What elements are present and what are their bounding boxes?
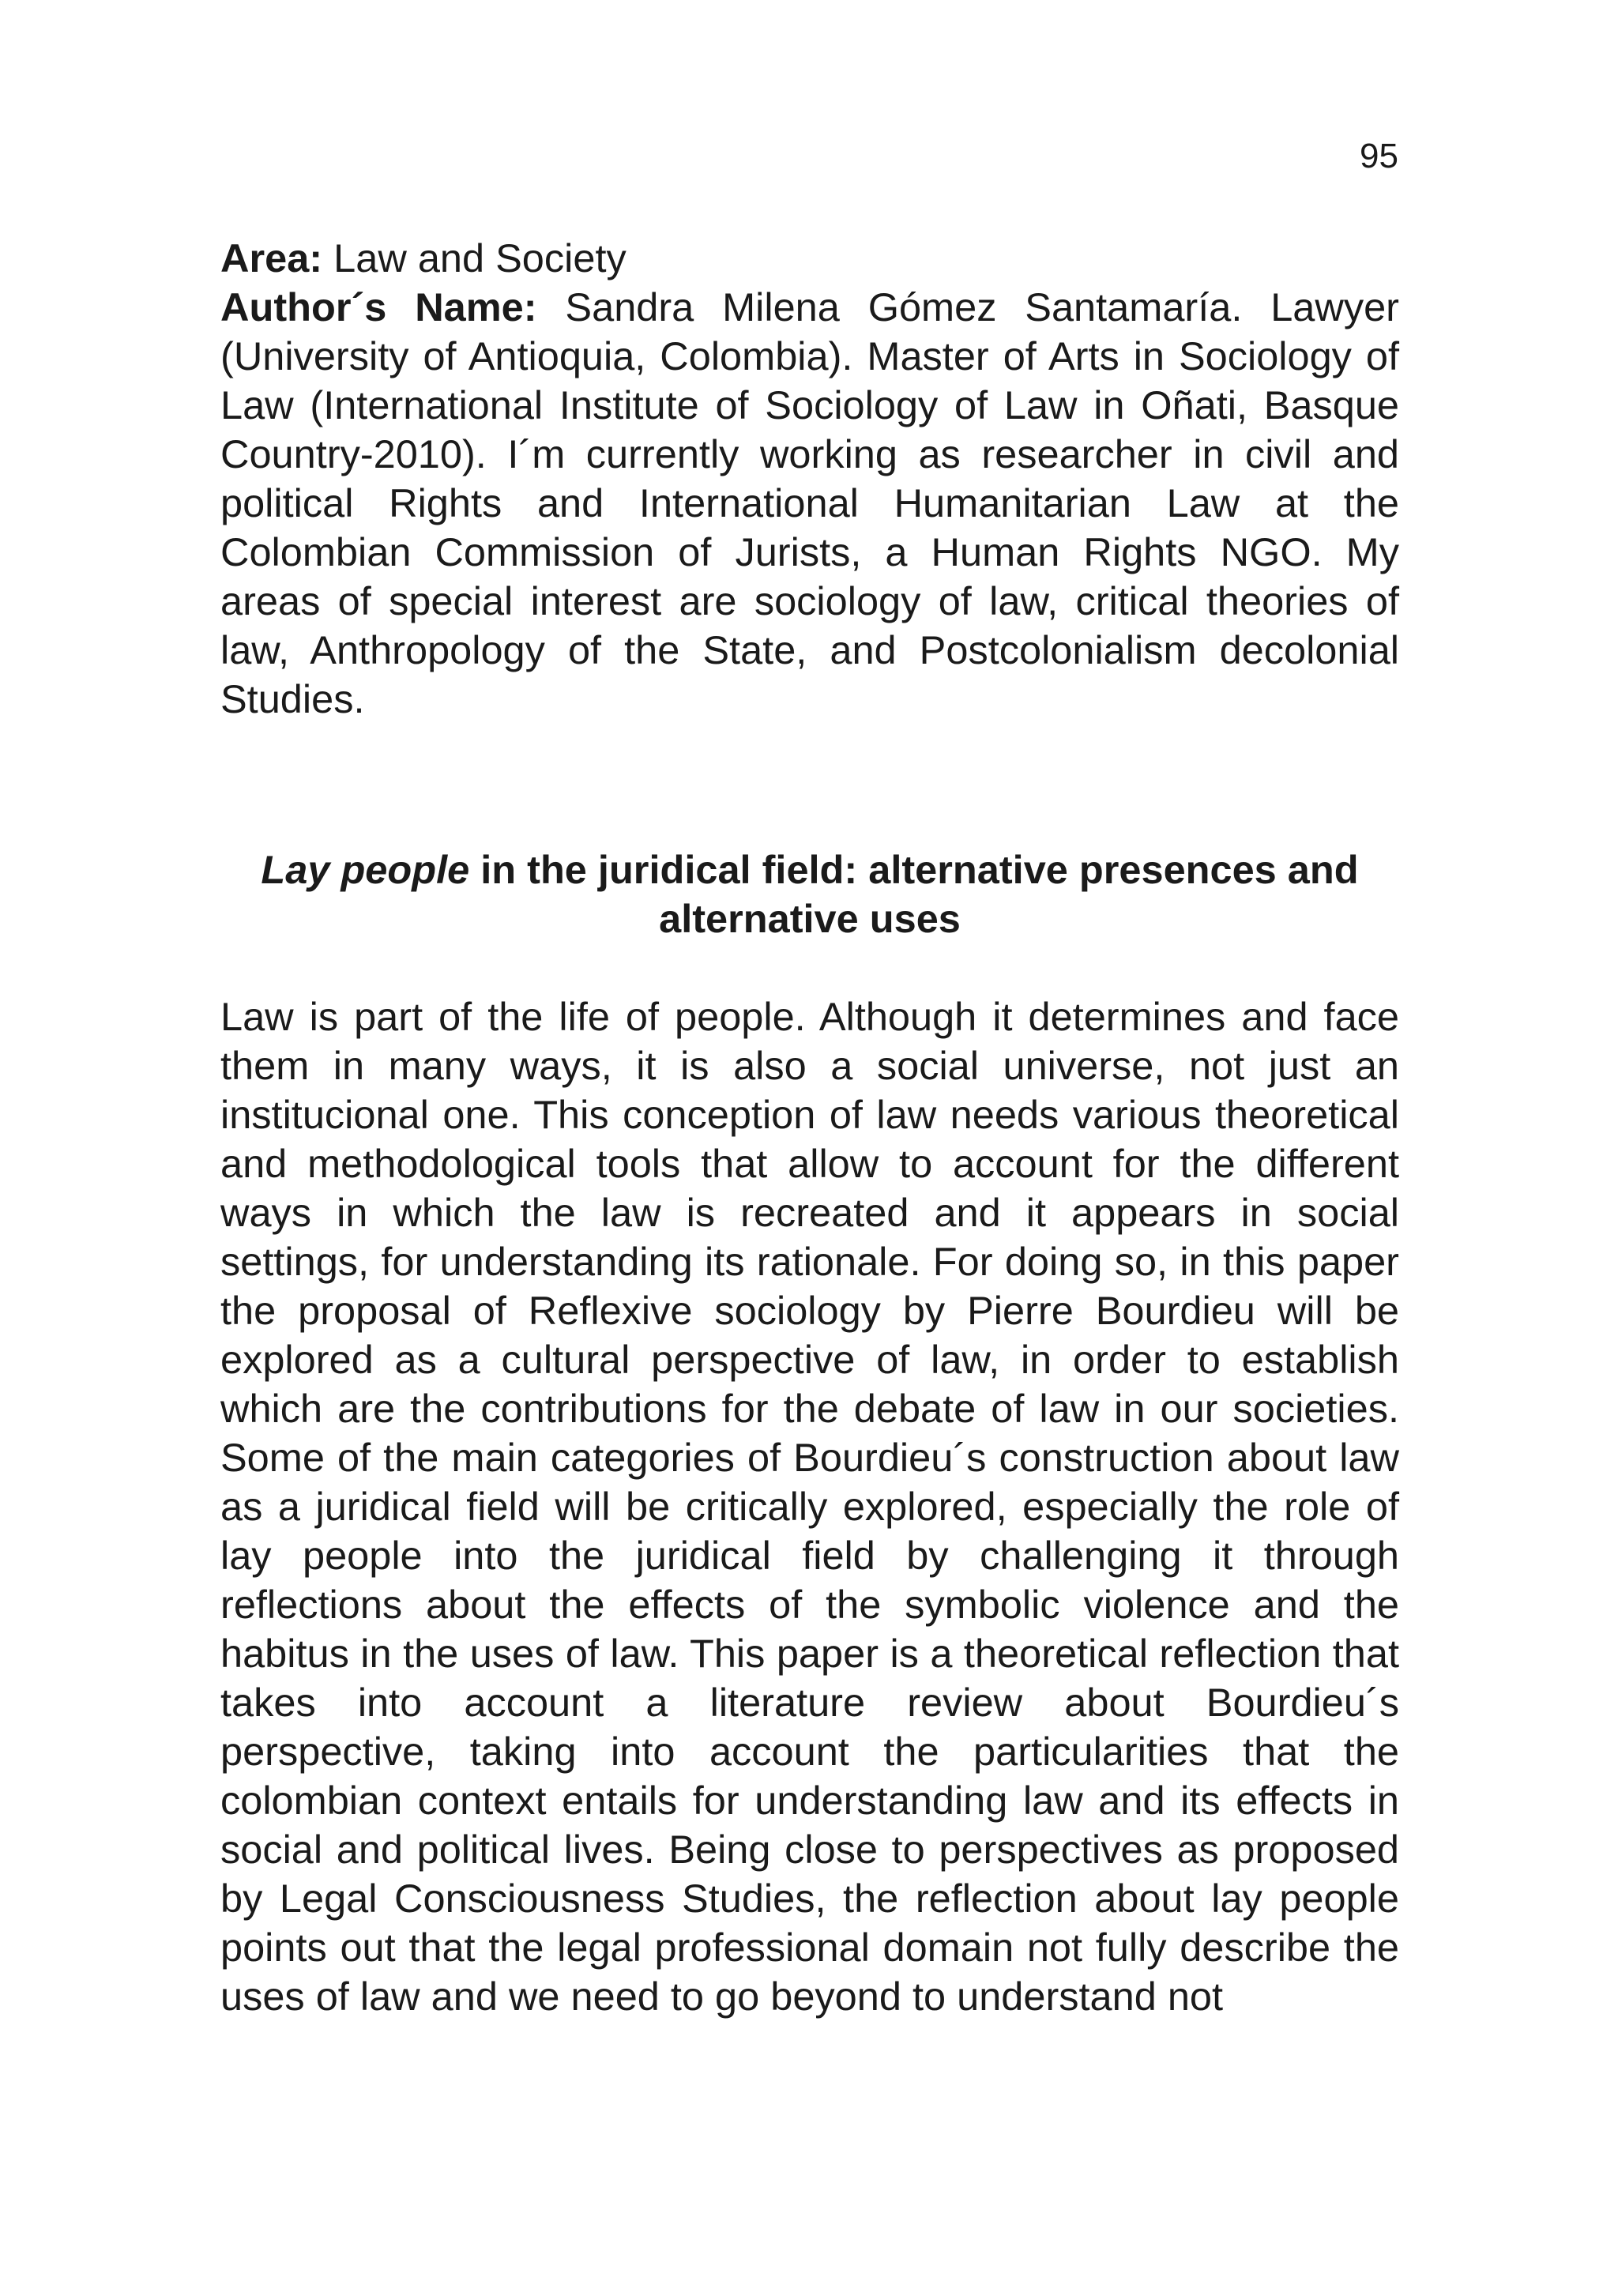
area-label: Area:: [220, 235, 323, 280]
abstract-paragraph: Law is part of the life of people. Although it determines and face them in many ways, it is also a social universe, not just an institucional one. This conception of law needs various theoretical and methodological tools that allow to account for the different ways in which the law is recreated and it appears in social settings, for understanding its rationale. For doing so, in this paper the proposal of Reflexive sociology by Pierre Bourdieu will be explored as a cultural perspective of law, in order to establish which are the contributions for the debate of law in our societies. Some of the main categories of Bourdieu´s construction about law as a juridical field will be critically explored, especially the role of lay people into the juridical field by challenging it through reflections about the effects of the symbolic violence and the habitus in the uses of law. This paper is a theoretical reflection that takes into account a literature review about Bourdieu´s perspective, taking into account the particularities that the colombian context entails for understanding law and its effects in social and political lives. Being close to perspectives as proposed by Legal Consciousness Studies, the reflection about lay people points out that the legal professional domain not fully describe the uses of law and we need to go beyond to understand not: [220, 994, 1399, 2019]
author-paragraph: [220, 283, 1399, 724]
author-bio: Sandra Milena Gómez Santamaría. Lawyer (University of Antioquia, Colombia). Master of Arts in Sociology of Law (International Institute of Sociology of Law in Oñati, Basque Country-2010). I´m currently working as researcher in civil and political Rights and International Humanitarian Law at the Colombian Commission of Jurists, a Human Rights NGO. My areas of special interest are sociology of law, critical theories of law, Anthropology of the State, and Postcolonialism decolonial Studies.: [220, 284, 1399, 721]
paper-title: [220, 845, 1399, 943]
title-rest: in the juridical field: alternative presences and alternative uses: [480, 847, 1359, 941]
area-line: [220, 234, 1399, 283]
author-label: Author´s Name:: [220, 284, 537, 329]
title-italic-part: Lay people: [261, 847, 470, 892]
area-value: Law and Society: [333, 235, 627, 280]
page-number: 95: [1360, 137, 1398, 175]
document-content: [220, 234, 1399, 2061]
